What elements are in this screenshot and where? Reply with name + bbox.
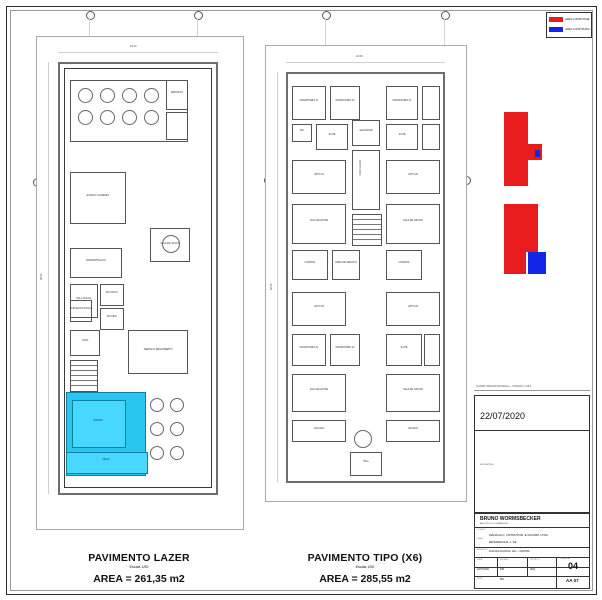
room-label: SALA DE JANTAR xyxy=(403,388,423,391)
client-label: CLIENTE xyxy=(477,529,486,531)
field-label-projeto: PROJETO xyxy=(530,559,540,561)
plan-lazer-wall-top xyxy=(58,62,218,64)
room-label: SALA DE JANTAR xyxy=(403,219,423,222)
caption-tipo xyxy=(258,552,472,585)
room-wc-fem xyxy=(100,308,124,330)
room-apto-03 xyxy=(292,292,346,326)
room-suite-lower xyxy=(386,334,422,366)
table-icon xyxy=(162,235,180,253)
room-wc-a xyxy=(292,124,312,142)
caption-scale: Escala 1/50 xyxy=(355,565,375,569)
room-label: COZINHA xyxy=(304,261,316,264)
room-dorm-lower-b xyxy=(330,334,360,366)
dimension-line xyxy=(277,72,278,482)
title-block-vertical xyxy=(527,557,528,576)
room-dorm-lower-a xyxy=(292,334,326,366)
room-label: DEPOSITO xyxy=(170,91,184,94)
seating-icon xyxy=(170,398,184,412)
room-label: DORMITORIO 01 xyxy=(392,99,412,102)
dimension-line xyxy=(286,62,445,63)
room-label: AREA DE SERVICO xyxy=(335,261,357,264)
dimension-text: 28.40 xyxy=(40,273,43,280)
plan-tipo-wall-right xyxy=(443,72,445,482)
room-cozinha xyxy=(292,250,328,280)
room-label: APTO 03 xyxy=(314,305,324,308)
area-diagram-lower-2 xyxy=(504,252,526,274)
axis-marker xyxy=(86,11,95,20)
notes-label: anotações xyxy=(480,462,494,466)
caption-lazer xyxy=(36,552,242,585)
pool-water xyxy=(72,400,126,448)
plan-tipo-wall-top xyxy=(286,72,445,74)
seating-icon xyxy=(170,446,184,460)
dimension-text: 28.40 xyxy=(270,283,273,290)
sheet-label: PRANCHA xyxy=(560,558,570,560)
seating-icon xyxy=(150,446,164,460)
field-label-data: DATA xyxy=(477,559,483,561)
stair-icon xyxy=(352,214,382,246)
axis-marker xyxy=(441,11,450,20)
room-label: COPA xyxy=(81,339,89,342)
room-apto-02 xyxy=(386,160,440,194)
room-administracao xyxy=(70,248,122,278)
plan-tipo-wall-left xyxy=(286,72,288,482)
room-dorm-01 xyxy=(292,86,326,120)
room-dorm-02-b xyxy=(422,86,440,120)
room-label: SALA DE ESTAR xyxy=(309,219,329,222)
dimension-text: 10.00 xyxy=(130,45,137,48)
dimension-text: 10.00 xyxy=(356,55,363,58)
dimension-line xyxy=(58,52,218,53)
room-label: HALL xyxy=(363,460,369,463)
room-dep-01 xyxy=(166,80,188,110)
table-icon xyxy=(122,88,137,103)
note-rule xyxy=(474,390,590,391)
axis-marker xyxy=(322,11,331,20)
legend-swatch-computavel xyxy=(549,17,563,22)
room-label: DORMITORIO 01 xyxy=(299,346,319,349)
title-block-divider xyxy=(474,527,590,528)
room-hall-bottom xyxy=(350,452,382,476)
room-label: WC xyxy=(300,129,304,132)
table-icon xyxy=(78,110,93,125)
room-sala-estar xyxy=(292,204,346,244)
caption-title: PAVIMENTO TIPO (X6) xyxy=(307,552,423,564)
room-label: SUITE xyxy=(398,133,406,136)
room-label: HALL SOCIAL xyxy=(76,297,92,300)
room-label: ELEVADOR xyxy=(359,129,373,132)
room-dorm-02 xyxy=(330,86,360,120)
table-icon xyxy=(100,88,115,103)
table-icon xyxy=(144,88,159,103)
room-sala-jantar-lower xyxy=(386,374,440,412)
table-icon xyxy=(78,88,93,103)
project-value: RESIDENCIAL L 'AZ xyxy=(489,540,517,544)
room-label: PISCINA xyxy=(93,419,103,422)
table-icon xyxy=(354,430,372,448)
room-label: APTO 04 xyxy=(408,305,418,308)
room-label: ELEVADOR SOCIAL xyxy=(70,307,93,310)
room-label: DORMITORIO 02 xyxy=(335,99,355,102)
room-apto-04 xyxy=(386,292,440,326)
title-block-divider xyxy=(474,576,590,577)
room-sacada-right xyxy=(386,420,440,442)
room-elevador-social xyxy=(70,300,92,322)
seating-icon xyxy=(150,398,164,412)
area-diagram-lower-blue xyxy=(528,252,546,274)
room-sala-jantar xyxy=(386,204,440,244)
room-bwc-lower xyxy=(424,334,440,366)
room-label: SUITE xyxy=(328,133,336,136)
title-block-divider xyxy=(474,557,590,558)
core-circulacao xyxy=(352,150,380,210)
room-copa xyxy=(70,330,100,356)
field-label-escala: ESCALA xyxy=(500,559,508,561)
sheet-code: AA 07 xyxy=(566,578,579,583)
room-label: ESPACO GOURMET xyxy=(86,194,110,197)
area-diagram-upper xyxy=(504,112,528,144)
room-cozinha-b xyxy=(386,250,422,280)
address-label: ENDEREÇO xyxy=(477,549,489,551)
address-value: RUA DAS ACACIAS, 120 — CENTRO xyxy=(489,550,530,553)
room-bwc-suite-b xyxy=(422,124,440,150)
caption-area: AREA = 285,55 m2 xyxy=(319,573,411,585)
seating-icon xyxy=(150,422,164,436)
plan-lazer-wall-right xyxy=(216,62,218,494)
area-diagram-upper-blue xyxy=(535,150,540,157)
room-label: DECK xyxy=(102,458,110,461)
room-label: SACADA xyxy=(314,427,324,430)
room-label: TERRACO DESCOBERTO xyxy=(143,348,173,351)
author-name: BRUNO WORMSBECKER xyxy=(480,516,541,522)
deck-area xyxy=(66,452,148,474)
legend-label-computavel: AREA COMPUTAVEL xyxy=(565,18,591,21)
client-value: MANAUA C. NSTRUTOR. E INCORP. LTDA xyxy=(489,533,548,537)
project-label: OBRA xyxy=(477,538,483,540)
room-suite-a xyxy=(316,124,348,150)
room-label: DORMITORIO 02 xyxy=(335,346,355,349)
room-label: APTO 01 xyxy=(314,173,324,176)
room-label: DORMITORIO 01 xyxy=(299,99,319,102)
title-block-divider xyxy=(474,547,590,548)
room-label: WC FEM. xyxy=(106,315,118,318)
table-icon xyxy=(144,110,159,125)
room-label: SALA DE ESTAR xyxy=(309,388,329,391)
field-value-escala: IND. xyxy=(500,568,505,571)
room-dorm-01-b xyxy=(386,86,418,120)
title-block-vertical xyxy=(497,557,498,576)
room-label: COZINHA xyxy=(398,261,410,264)
plan-lazer-wall-bottom xyxy=(58,493,218,495)
date-value: 22/07/2020 xyxy=(480,411,526,421)
field-value-resp: BW xyxy=(500,578,504,581)
sheet-number: 04 xyxy=(568,561,579,571)
room-apto-01 xyxy=(292,160,346,194)
room-wc-masc xyxy=(100,284,124,306)
room-label: SALA DE JOGOS xyxy=(160,242,180,245)
room-sala-estar-lower xyxy=(292,374,346,412)
plan-tipo-wall-bottom xyxy=(286,481,445,483)
axis-marker xyxy=(194,11,203,20)
caption-scale: Escala 1/50 xyxy=(129,565,149,569)
room-area-servico xyxy=(332,250,360,280)
plan-lazer-wall-left xyxy=(58,62,60,494)
room-label: ADMINISTRACAO xyxy=(86,259,106,262)
core-elevador xyxy=(352,120,380,146)
field-label-resp: RESP. xyxy=(477,578,483,580)
stair-icon xyxy=(70,360,98,392)
author-subtitle: ARQUITETO E URBANISTA xyxy=(480,523,508,525)
field-value-projeto: ARQ. xyxy=(530,568,536,571)
title-block-vertical xyxy=(556,557,557,589)
top-note: QUADRO RESUMO DE AREAS — PRANCHA 4 DE 6 xyxy=(476,386,532,388)
room-label: WC MASC. xyxy=(105,291,119,294)
room-label: SUITE xyxy=(400,346,408,349)
caption-title: PAVIMENTO LAZER xyxy=(88,552,190,564)
caption-area: AREA = 261,35 m2 xyxy=(93,573,185,585)
date-block-divider xyxy=(474,430,590,431)
legend-label-construida: AREA CONSTRUIDA xyxy=(565,28,590,31)
room-suite-b xyxy=(386,124,418,150)
table-icon xyxy=(122,110,137,125)
room-label: APTO 02 xyxy=(408,173,418,176)
room-sacada-left xyxy=(292,420,346,442)
table-icon xyxy=(100,110,115,125)
seating-icon xyxy=(170,422,184,436)
legend-box xyxy=(546,12,592,38)
room-label: CIRCULACAO xyxy=(359,160,362,176)
room-terraco-descoberto xyxy=(128,330,188,374)
area-diagram-lower xyxy=(504,204,538,252)
dimension-line xyxy=(48,62,49,494)
field-value-data: 22/07/2020 xyxy=(477,568,489,571)
legend-swatch-construida xyxy=(549,27,563,32)
room-espaco-gourmet xyxy=(70,172,126,224)
area-diagram-upper-3 xyxy=(504,160,528,186)
room-label: SACADA xyxy=(408,427,418,430)
room-dep-02 xyxy=(166,112,188,140)
